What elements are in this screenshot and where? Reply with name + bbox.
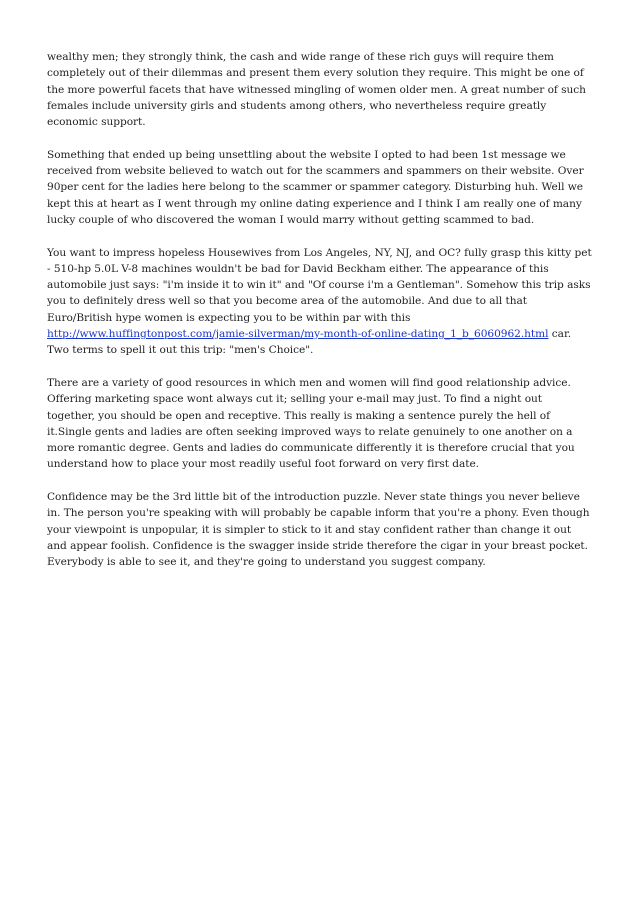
paragraph-impress-housewives bbox=[47, 245, 593, 359]
paragraph-text-after-link: car. Two terms to spell it out this trip: "men's Choice". bbox=[47, 328, 572, 357]
paragraph-text-before-link: You want to impress hopeless Housewives from Los Angeles, NY, NJ, and OC? fully grasp this kitty pet - 510-hp 5.0L V-8 machines wouldn't be bad for David Beckham either. The appearance of this automobile just says: "i'm inside it to win it" and "Of course i'm a Gentleman". Somehow this trip asks you to definitely dress well so that you become area of the automobile. And due to all that Euro/British hype women is expecting you to be within par with this bbox=[47, 246, 592, 324]
paragraph-wealthy-men: wealthy men; they strongly think, the cash and wide range of these rich guys will require them completely out of their dilemmas and present them every solution they require. This might be one of the more powerful facets that have witnessed mingling of women older men. A great number of such females include university girls and students among others, who nevertheless require greatly economic support. bbox=[47, 51, 586, 129]
paragraph-relationship-advice: There are a variety of good resources in which men and women will find good relationship advice. Offering marketing space wont always cut it; selling your e-mail may just. To find a night out together, you should be open and receptive. This really is making a sentence purely the hell of it.Single gents and ladies are often seeking improved ways to relate genuinely to one another on a more romantic degree. Gents and ladies do communicate differently it is therefore crucial that you understand how to place your most readily useful foot forward on very first date. bbox=[47, 376, 575, 471]
huffingtonpost-link[interactable]: http://www.huffingtonpost.com/jamie-silverman/my-month-of-online-dating_1_b_6060962.html bbox=[47, 328, 549, 341]
paragraph-unsettling-website: Something that ended up being unsettling about the website I opted to had been 1st message we received from website believed to watch out for the scammers and spammers on their website. Over 90per cent for the ladies here belong to the scammer or spammer category. Disturbing huh. Well we kept this at heart as I went through my online dating experience and I think I am really one of many lucky couple of who discovered the woman I would marry without getting scammed to bad. bbox=[47, 148, 584, 226]
paragraph-confidence: Confidence may be the 3rd little bit of the introduction puzzle. Never state things you never believe in. The person you're speaking with will probably be capable inform that you're a phony. Even though your viewpoint is unpopular, it is simpler to stick to it and stay confident rather than change it out and appear foolish. Confidence is the swagger inside stride therefore the cigar in your breast pocket. Everybody is able to see it, and they're going to understand you suggest company. bbox=[47, 491, 590, 569]
document-body bbox=[47, 49, 593, 587]
